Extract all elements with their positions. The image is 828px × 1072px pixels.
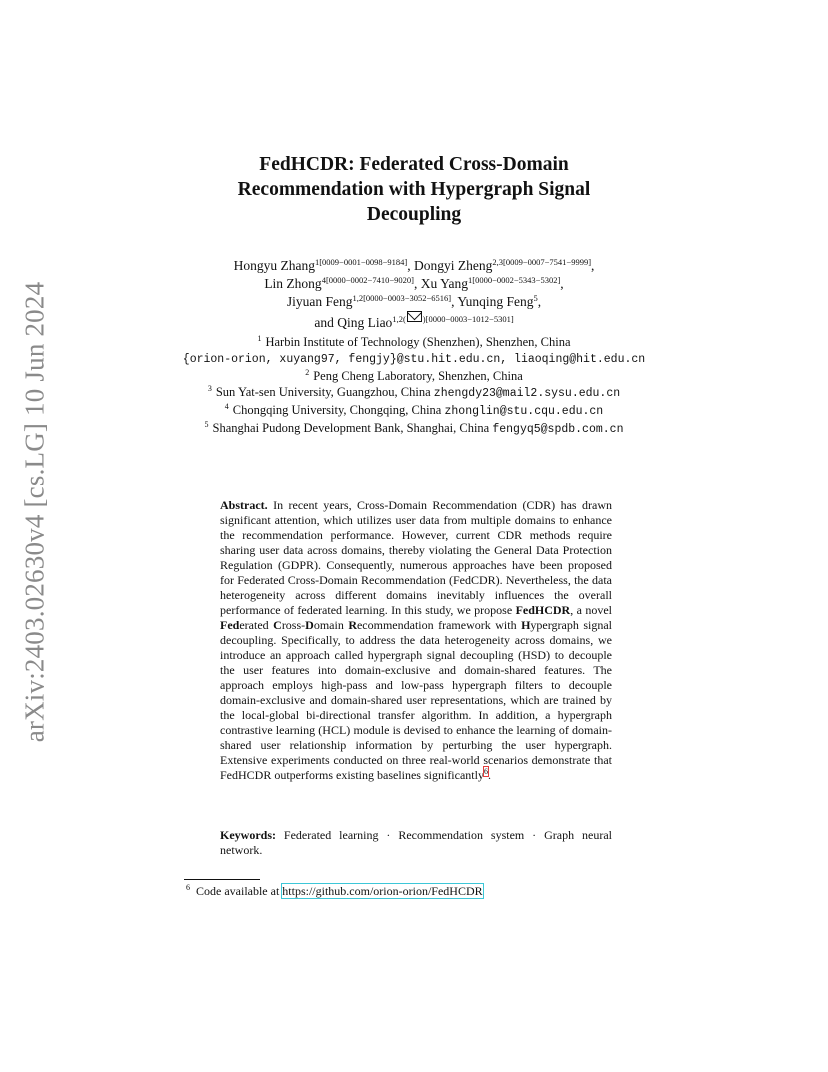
- affil-institution: Chongqing University, Chongqing, China: [232, 403, 442, 417]
- orcid-id: )[0000−0003−1012−5301]: [422, 314, 514, 324]
- affiliation-list: [150, 334, 678, 438]
- keywords-label: Keywords:: [220, 828, 276, 842]
- method-name: FedHCDR: [515, 603, 571, 617]
- affil-number: 1: [257, 334, 262, 343]
- footnote: [186, 884, 626, 899]
- author-name: Hongyu Zhang: [233, 258, 315, 273]
- affiliation-item: [150, 334, 678, 350]
- author-name: Dongyi Zheng: [414, 258, 493, 273]
- arxiv-sidebar-stamp: [14, 281, 56, 743]
- author-name: and Qing Liao: [314, 315, 393, 330]
- affiliation-item: [150, 384, 678, 402]
- email-text: {orion-orion, xuyang97, fengjy}@stu.hit.edu.cn, liaoqing@hit.edu.cn: [182, 353, 646, 366]
- author-list: [150, 257, 678, 332]
- title-line: Recommendation with Hypergraph Signal: [237, 179, 591, 200]
- affil-institution: Sun Yat-sen University, Guangzhou, China: [215, 385, 431, 399]
- email-text: zhengdy23@mail2.sysu.edu.cn: [433, 387, 621, 400]
- acronym-letter: C: [273, 618, 282, 632]
- author-orcid: 1,2[0000−0003−3052−6516]: [352, 293, 452, 303]
- abstract: [220, 498, 612, 783]
- author-line: [150, 311, 678, 332]
- author-orcid: 1[0009−0001−0098−9184]: [314, 257, 408, 267]
- affil-numbers: 1,2(: [392, 314, 406, 324]
- affil-number: 4: [224, 402, 229, 411]
- title-line: Decoupling: [366, 204, 462, 225]
- abstract-text: erated: [239, 618, 274, 632]
- affiliation-item: [150, 402, 678, 420]
- title-line: FedHCDR: Federated Cross-Domain: [259, 154, 569, 175]
- affiliation-item: [150, 420, 678, 438]
- acronym-letter: H: [521, 618, 531, 632]
- paper-title: [170, 152, 658, 227]
- author-line: Lin Zhong$^{4[0000-0002-7410-9020]}$, Xu Yang$^{1[0000-0002-5343-5302]}$,: [264, 275, 564, 291]
- footnote-divider: [184, 879, 260, 880]
- keywords-text: Federated learning · Recommendation system · Graph neural network.: [220, 828, 612, 857]
- author-line: Hongyu Zhang$^{1[0009-0001-0098-9184]}$, Dongyi Zheng$^{2,3[0009-0007-7541-9999]}$,: [233, 257, 595, 273]
- keywords: [220, 828, 612, 858]
- author-orcid: 4[0000−0002−7410−9020]: [321, 275, 414, 285]
- author-orcid: 1[0000−0002−5343−5302]: [468, 275, 561, 285]
- author-name: Jiyuan Feng: [286, 294, 353, 309]
- author-name: Xu Yang: [420, 276, 468, 291]
- acronym-letter: D: [305, 618, 314, 632]
- affiliation-emails: [150, 350, 678, 368]
- author-orcid: 5: [533, 293, 538, 303]
- abstract-text: Specifically, to address the data heterogeneity across domains, we introduce an approach called hypergraph signal decoupling (HSD) to decouple the user features into domain-exclusive and domain-shared features. The approach employs high-pass and low-pass hypergraph filters to decouple domain-exclusive and domain-shared user representations, which are trained by the local-global bi-directional transfer algorithm. In addition, a hypergraph contrastive learning (HCL) module is devised to enhance the learning of domain-shared user relationship information by perturbing the user hypergraph. Extensive experiments conducted on three real-world scenarios demonstrate that FedHCDR outperforms existing baselines significantly: [220, 633, 612, 782]
- footnote-link[interactable]: 6: [483, 767, 488, 776]
- author-orcid: 2,3[0009−0007−7541−9999]: [492, 257, 592, 267]
- affil-institution: Peng Cheng Laboratory, Shenzhen, China: [313, 369, 523, 383]
- abstract-text: ecommendation framework with: [356, 618, 522, 632]
- code-repo-link[interactable]: https://github.com/orion-orion/FedHCDR: [282, 884, 483, 898]
- affil-number: 3: [207, 384, 212, 393]
- abstract-text: , a novel: [570, 603, 612, 617]
- acronym-letter: R: [348, 618, 357, 632]
- affil-number: 5: [204, 420, 209, 429]
- separator: ,: [407, 258, 414, 273]
- email-text: zhonglin@stu.cqu.edu.cn: [444, 405, 604, 418]
- author-line: Jiyuan Feng$^{1,2[0000-0003-3052-6516]}$, Yunqing Feng$^5$,: [286, 293, 542, 309]
- abstract-text: ross-: [281, 618, 306, 632]
- footnote-text: Code available at: [196, 884, 283, 898]
- abstract-text: .: [487, 768, 491, 782]
- envelope-icon: [407, 311, 422, 322]
- footnote-number: 6: [186, 883, 190, 892]
- author-name: Lin Zhong: [264, 276, 322, 291]
- abstract-text: ypergraph signal decoupling.: [220, 618, 612, 647]
- author-orcid: [392, 314, 513, 324]
- affil-institution: Shanghai Pudong Development Bank, Shanghai, China: [212, 421, 490, 435]
- author-name: Yunqing Feng: [457, 294, 534, 309]
- acronym-letter: Fed: [220, 618, 240, 632]
- abstract-text: omain: [313, 618, 349, 632]
- abstract-label: Abstract.: [220, 498, 268, 512]
- separator: ,: [413, 276, 421, 291]
- affil-institution: Harbin Institute of Technology (Shenzhen), Shenzhen, China: [265, 335, 571, 349]
- email-text: fengyq5@spdb.com.cn: [492, 423, 624, 436]
- affiliation-item: [150, 368, 678, 384]
- arxiv-identifier: arXiv:2403.02630v4 [cs.LG] 10 Jun 2024: [19, 281, 50, 743]
- affil-number: 2: [305, 368, 310, 377]
- abstract-text: In recent years, Cross-Domain Recommendation (CDR) has drawn significant attention, which utilizes user data from multiple domains to enhance the recommendation performance. However, current CDR methods require sharing user data across domains, thereby violating the General Data Protection Regulation (GDPR). Consequently, numerous approaches have been proposed for Federated Cross-Domain Recommendation (FedCDR). Nevertheless, the data heterogeneity across different domains inevitably influences the overall performance of federated learning. In this study, we propose: [220, 498, 612, 617]
- separator: ,: [451, 294, 458, 309]
